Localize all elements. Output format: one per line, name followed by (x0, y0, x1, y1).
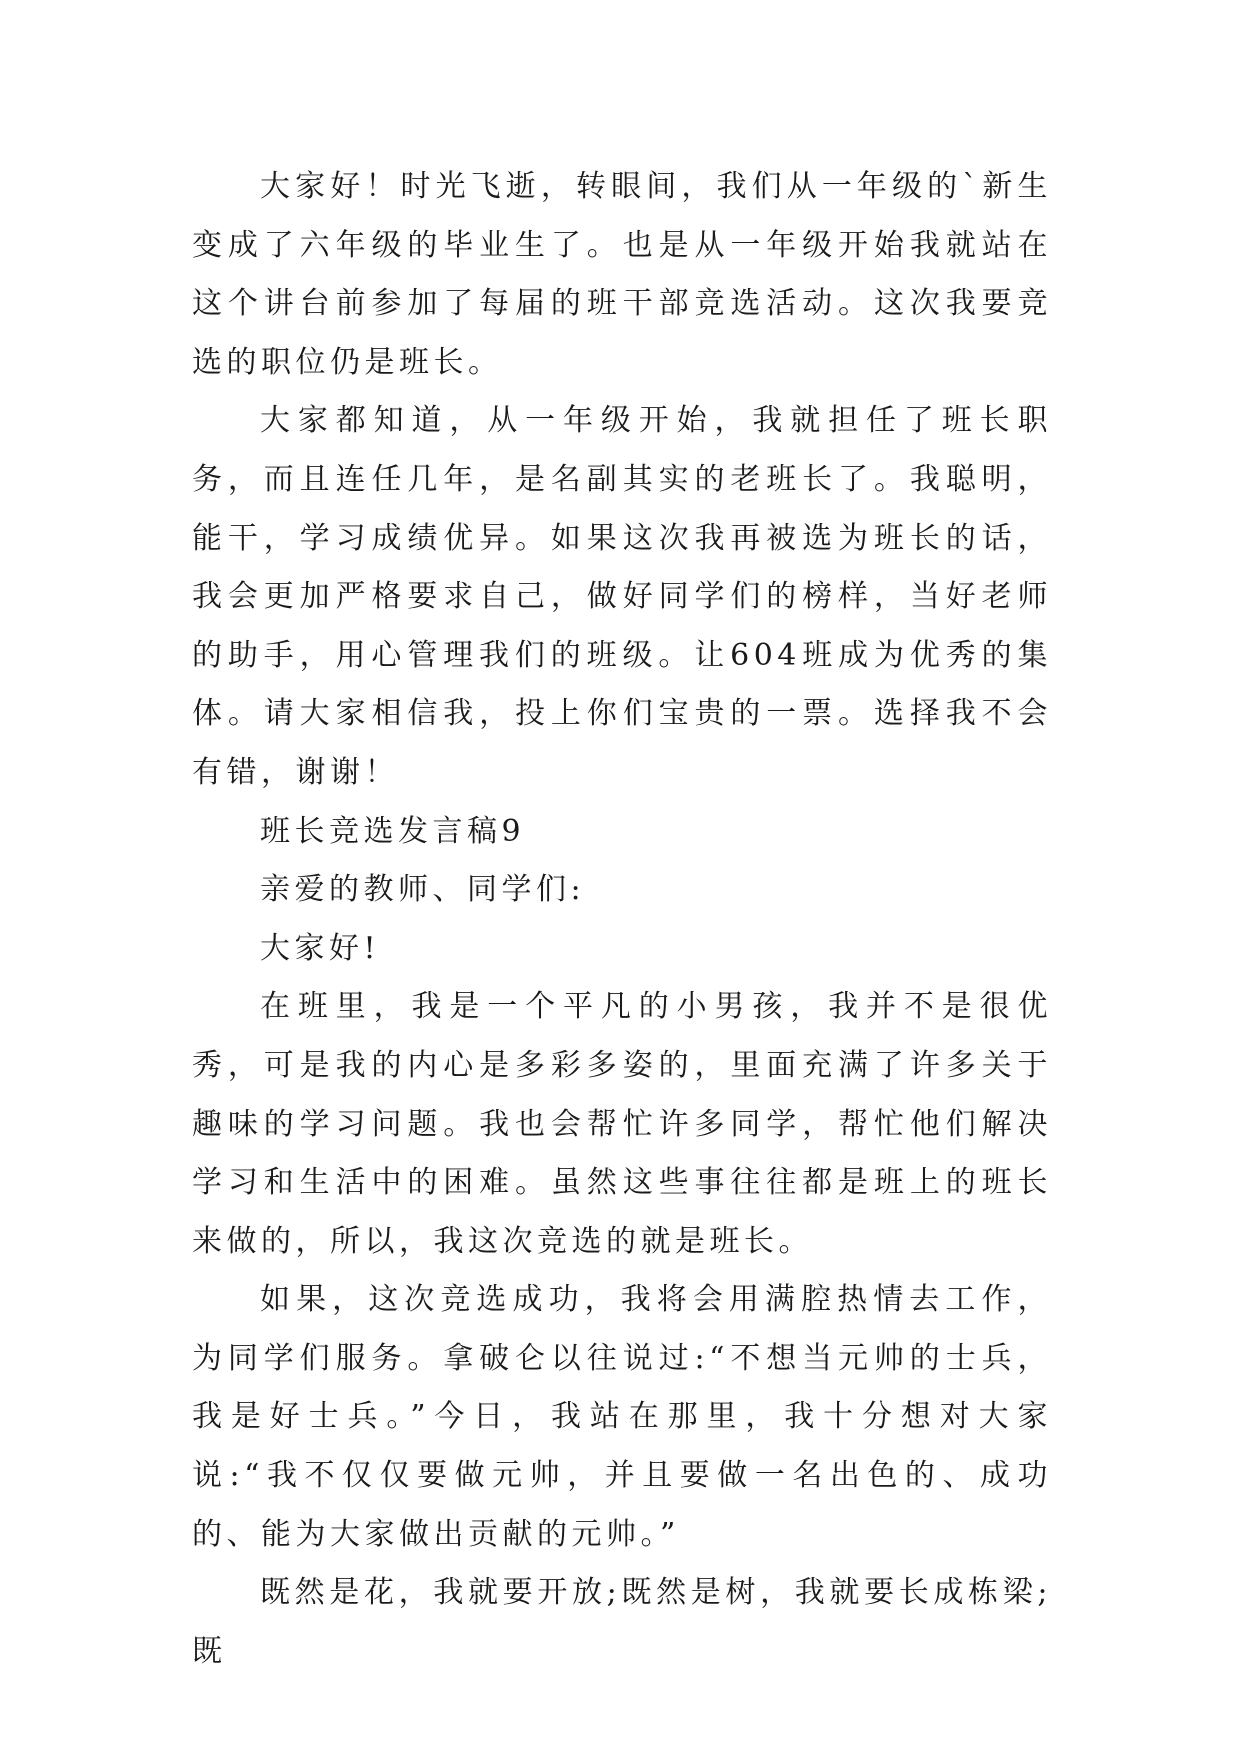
paragraph-intro: 大家好！时光飞逝，转眼间，我们从一年级的`新生变成了六年级的毕业生了。也是从一年级开始我就站在这个讲台前参加了每届的班干部竞选活动。这次我要竞选的职位仍是班长。 (192, 169, 1052, 380)
paragraph-self-description: 在班里，我是一个平凡的小男孩，我并不是很优秀，可是我的内心是多彩多姿的，里面充满了许多关于趣味的学习问题。我也会帮忙许多同学，帮忙他们解决学习和生活中的困难。虽然这些事往往都是班上的班长来做的，所以，我这次竞选的就是班长。 (192, 989, 1052, 1259)
salutation: 亲爱的教师、同学们: (260, 872, 586, 908)
section-heading: 班长竞选发言稿9 (260, 813, 526, 849)
paragraph-closing-fragment: 既然是花，我就要开放;既然是树，我就要长成栋梁;既 (192, 1575, 1052, 1669)
paragraph-experience: 大家都知道，从一年级开始，我就担任了班长职务，而且连任几年，是名副其实的老班长了。我聪明，能干，学习成绩优异。如果这次我再被选为班长的话，我会更加严格要求自己，做好同学们的榜样，当好老师的助手，用心管理我们的班级。让604班成为优秀的集体。请大家相信我，投上你们宝贵的一票。选择我不会有错，谢谢！ (192, 403, 1052, 790)
document-body (192, 158, 1052, 1681)
greeting: 大家好! (260, 930, 381, 966)
paragraph-promise: 如果，这次竞选成功，我将会用满腔热情去工作，为同学们服务。拿破仑以往说过:“不想当元帅的士兵，我是好士兵。”今日，我站在那里，我十分想对大家说:“我不仅仅要做元帅，并且要做一名出色的、成功的、能为大家做出贡献的元帅。” (192, 1282, 1052, 1552)
